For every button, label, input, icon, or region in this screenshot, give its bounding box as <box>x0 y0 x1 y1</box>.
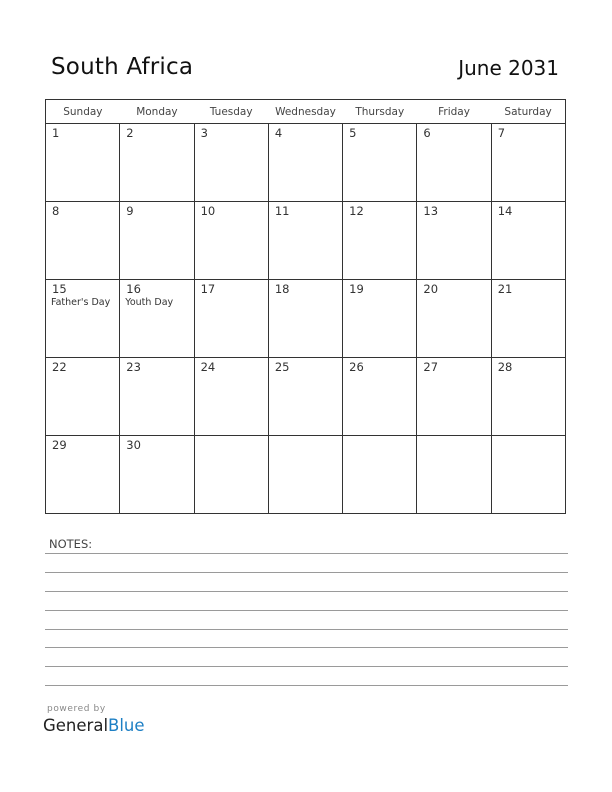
day-number: 13 <box>423 204 439 218</box>
day-cell <box>120 202 194 280</box>
generalblue-logo <box>43 716 145 735</box>
day-number: 2 <box>126 126 134 140</box>
day-cell <box>491 124 565 202</box>
brand-blue: Blue <box>108 716 145 735</box>
day-number: 5 <box>349 126 357 140</box>
weekday-header: Wednesday <box>268 100 342 124</box>
day-cell <box>417 280 491 358</box>
day-cell <box>491 202 565 280</box>
week-row <box>46 358 566 436</box>
day-number: 15 <box>52 282 67 296</box>
notes-rule-line <box>45 666 568 667</box>
day-cell <box>343 436 417 514</box>
day-number: 11 <box>274 204 290 218</box>
day-cell <box>417 202 491 280</box>
day-number: 6 <box>423 126 431 140</box>
day-cell <box>120 436 194 514</box>
calendar-month-title: June 2031 <box>458 56 559 80</box>
day-cell <box>194 436 268 514</box>
day-number: 1 <box>52 126 60 140</box>
weekday-header: Thursday <box>343 100 417 124</box>
day-number: 19 <box>349 282 364 296</box>
weekday-header: Saturday <box>491 100 565 124</box>
day-cell <box>268 358 342 436</box>
weekday-header-row <box>46 100 566 124</box>
weekday-header: Sunday <box>46 100 120 124</box>
day-cell <box>194 280 268 358</box>
day-number: 24 <box>200 360 216 374</box>
day-number: 16 <box>126 282 141 296</box>
day-cell <box>268 124 342 202</box>
day-cell <box>417 124 491 202</box>
weekday-header: Tuesday <box>194 100 268 124</box>
day-cell <box>343 358 417 436</box>
holiday-label: Youth Day <box>125 297 174 308</box>
day-number: 10 <box>200 204 216 218</box>
day-number: 29 <box>52 438 67 452</box>
day-cell <box>46 280 120 358</box>
day-number: 12 <box>349 204 364 218</box>
day-number: 27 <box>423 360 439 374</box>
day-number: 4 <box>274 126 283 140</box>
day-number: 7 <box>497 126 506 140</box>
day-cell <box>268 436 342 514</box>
day-number: 14 <box>497 204 513 218</box>
notes-rule-line <box>45 685 568 686</box>
holiday-label: Father's Day <box>51 297 111 308</box>
day-cell <box>194 124 268 202</box>
notes-rule-line <box>45 591 568 592</box>
week-row <box>46 202 566 280</box>
day-cell <box>343 280 417 358</box>
day-cell <box>46 436 120 514</box>
notes-rule-line <box>45 553 568 554</box>
day-cell <box>491 436 565 514</box>
day-cell <box>120 124 194 202</box>
day-number: 26 <box>349 360 364 374</box>
week-row <box>46 124 566 202</box>
notes-rule-line <box>45 629 568 630</box>
brand-general: General <box>43 716 109 735</box>
day-cell <box>343 124 417 202</box>
day-cell <box>46 358 120 436</box>
day-cell <box>268 280 342 358</box>
day-cell <box>417 358 491 436</box>
day-number: 18 <box>274 282 290 296</box>
day-number: 17 <box>200 282 216 296</box>
weekday-header: Friday <box>417 100 491 124</box>
powered-by-text: powered by <box>47 704 106 714</box>
calendar-country-title: South Africa <box>51 54 194 80</box>
day-cell <box>194 358 268 436</box>
day-number: 8 <box>52 204 60 218</box>
day-cell <box>120 358 194 436</box>
day-number: 21 <box>497 282 513 296</box>
day-cell <box>46 124 120 202</box>
day-cell <box>194 202 268 280</box>
day-cell <box>491 358 565 436</box>
day-number: 28 <box>497 360 513 374</box>
day-cell <box>268 202 342 280</box>
month-calendar-grid <box>45 99 566 514</box>
day-cell <box>343 202 417 280</box>
week-row <box>46 280 566 358</box>
notes-rule-line <box>45 647 568 648</box>
day-number: 23 <box>126 360 141 374</box>
day-number: 22 <box>52 360 67 374</box>
day-number: 30 <box>126 438 141 452</box>
calendar-body <box>46 124 566 514</box>
notes-rule-line <box>45 610 568 611</box>
week-row <box>46 436 566 514</box>
notes-label: NOTES: <box>49 537 93 551</box>
notes-rule-line <box>45 572 568 573</box>
day-cell <box>120 280 194 358</box>
day-cell <box>46 202 120 280</box>
day-number: 20 <box>423 282 439 296</box>
day-cell <box>417 436 491 514</box>
day-number: 3 <box>200 126 208 140</box>
day-number: 9 <box>126 204 134 218</box>
day-number: 25 <box>274 360 290 374</box>
day-cell <box>491 280 565 358</box>
weekday-header: Monday <box>120 100 194 124</box>
